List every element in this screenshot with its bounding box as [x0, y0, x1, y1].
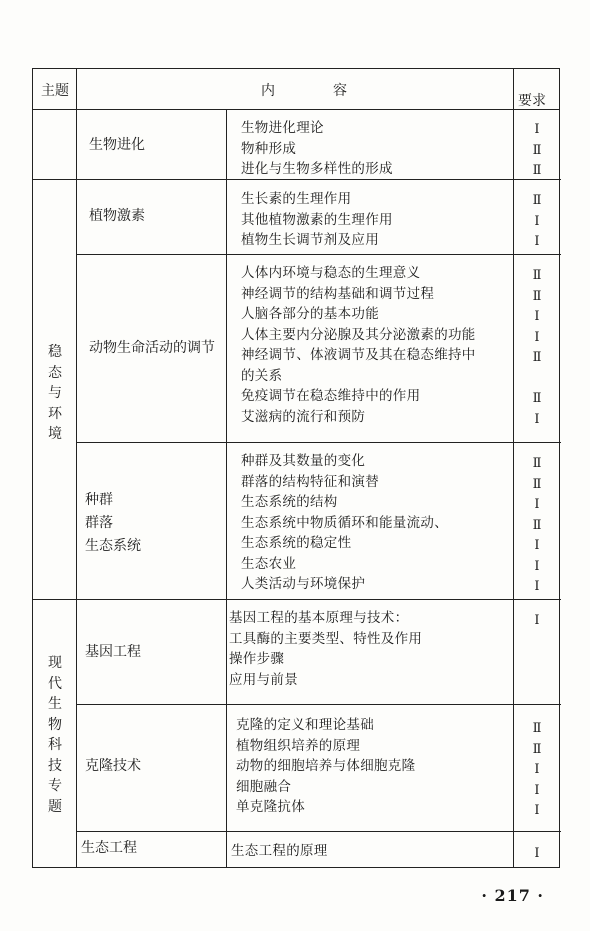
- subtopic-ecosystem: 种群 群落 生态系统: [85, 492, 141, 554]
- content-evolution: 生物进化理论 物种形成 进化与生物多样性的形成: [241, 120, 393, 177]
- req-ecosystem: Ⅱ Ⅱ Ⅰ Ⅱ Ⅰ Ⅰ Ⅰ: [532, 456, 542, 594]
- req-animal-regulation: Ⅱ Ⅱ Ⅰ Ⅰ Ⅱ Ⅱ Ⅰ: [532, 268, 542, 427]
- header-requirement: 要求: [518, 93, 546, 109]
- content-plant-hormones: 生长素的生理作用 其他植物激素的生理作用 植物生长调节剂及应用: [241, 191, 393, 248]
- col-divider-topic: [76, 69, 77, 867]
- content-cloning: 克隆的定义和理论基础 植物组织培养的原理 动物的细胞培养与体细胞克隆 细胞融合 单克隆抗体: [236, 717, 416, 815]
- req-genetic-engineering: Ⅰ: [534, 613, 540, 628]
- req-evolution: Ⅰ Ⅱ Ⅱ: [532, 122, 542, 178]
- content-eco-engineering: 生态工程的原理: [231, 843, 328, 859]
- header-content-left: 内: [261, 83, 275, 99]
- subtopic-cloning: 克隆技术: [85, 758, 141, 774]
- content-genetic-engineering: 基因工程的基本原理与技术： 工具酶的主要类型、特性及作用 操作步骤 应用与前景: [229, 610, 423, 688]
- row-divider: [76, 704, 561, 705]
- req-eco-engineering: Ⅰ: [534, 846, 540, 861]
- theme-label-biotech: 现 代 生 物 科 技 专 题: [48, 655, 62, 815]
- subtopic-genetic-engineering: 基因工程: [85, 644, 141, 660]
- row-divider: [33, 599, 561, 600]
- row-divider: [76, 254, 561, 255]
- subtopic-plant-hormones: 植物激素: [89, 208, 145, 224]
- theme-divider: [33, 179, 76, 180]
- requirements-table: [32, 68, 560, 868]
- col-divider-req: [513, 69, 514, 867]
- subtopic-animal-regulation: 动物生命活动的调节: [89, 340, 215, 356]
- content-ecosystem: 种群及其数量的变化 群落的结构特征和演替 生态系统的结构 生态系统中物质循环和能量流动、 生态系统的稳定性 生态农业 人类活动与环境保护: [241, 453, 448, 592]
- row-divider: [76, 442, 561, 443]
- subtopic-evolution: 生物进化: [89, 137, 145, 153]
- subtopic-eco-engineering: 生态工程: [81, 840, 137, 856]
- col-divider-sub: [226, 109, 227, 867]
- req-cloning: Ⅱ Ⅱ Ⅰ Ⅰ Ⅰ: [532, 721, 542, 818]
- header-divider: [33, 109, 559, 110]
- header-topic: 主题: [41, 83, 69, 99]
- row-divider: [76, 831, 561, 832]
- theme-label-stability: 稳 态 与 环 境: [48, 344, 62, 442]
- page-number: · 217 ·: [481, 886, 544, 905]
- req-plant-hormones: Ⅱ Ⅰ Ⅰ: [532, 193, 542, 249]
- content-animal-regulation: 人体内环境与稳态的生理意义 神经调节的结构基础和调节过程 人脑各部分的基本功能 人体主要内分泌腺及其分泌激素的功能 神经调节、体液调节及其在稳态维持中 的关系 免疫调节在稳态维持中的作用 艾滋病的流行和预防: [241, 265, 476, 425]
- header-content-right: 容: [333, 83, 347, 99]
